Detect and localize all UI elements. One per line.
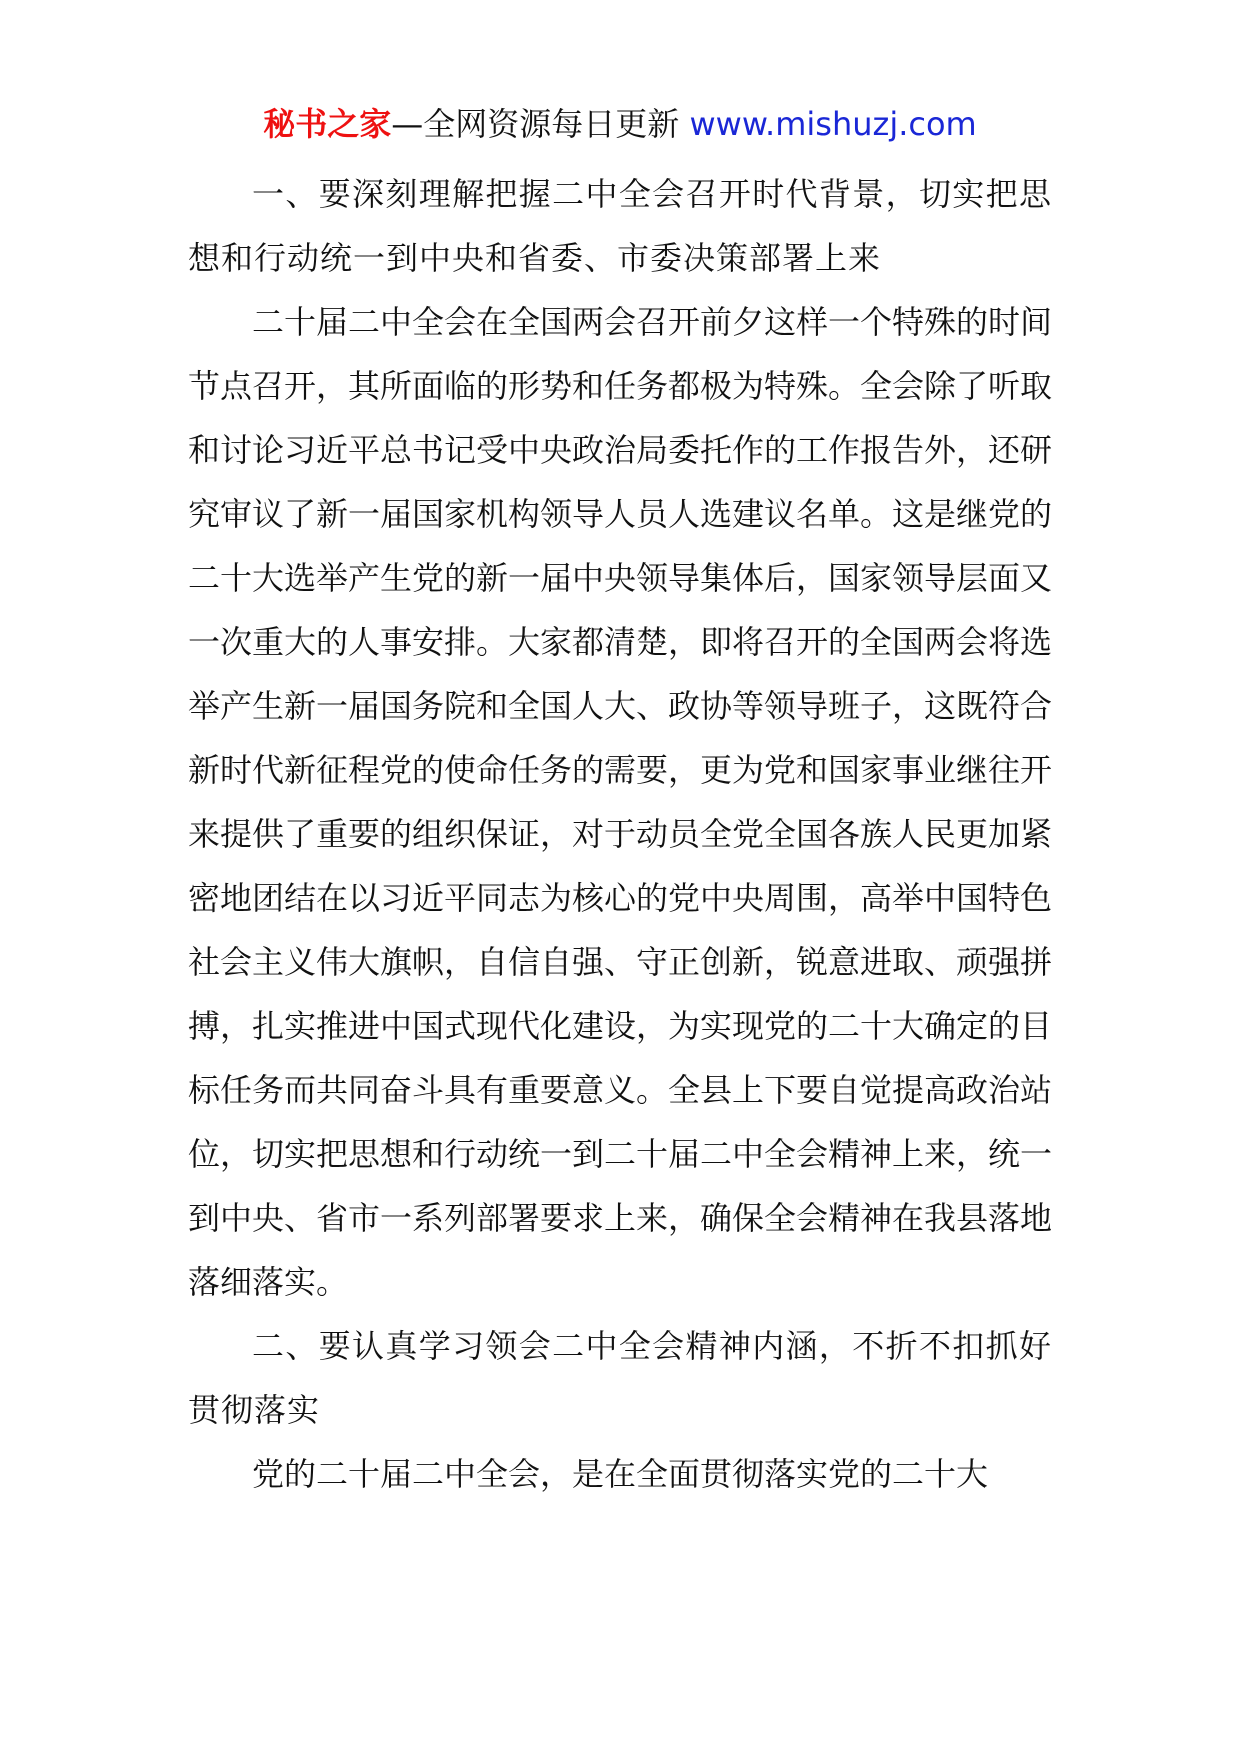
section-heading-1: 一、要深刻理解把握二中全会召开时代背景，切实把思想和行动统一到中央和省委、市委决策部署上来 (188, 175, 1052, 277)
body-paragraph-2: 党的二十届二中全会，是在全面贯彻落实党的二十大 (252, 1455, 989, 1493)
section-heading-2: 二、要认真学习领会二中全会精神内涵，不折不扣抓好贯彻落实 (188, 1327, 1052, 1429)
watermark-header (0, 98, 1240, 150)
document-body (188, 162, 1052, 1506)
brand-name: 秘书之家 (263, 105, 392, 143)
site-url-link[interactable]: www.mishuzj.com (689, 105, 977, 143)
body-paragraph-1: 二十届二中全会在全国两会召开前夕这样一个特殊的时间节点召开，其所面临的形势和任务都极为特殊。全会除了听取和讨论习近平总书记受中央政治局委托作的工作报告外，还研究审议了新一届国家机构领导人员人选建议名单。这是继党的二十大选举产生党的新一届中央领导集体后，国家领导层面又一次重大的人事安排。大家都清楚，即将召开的全国两会将选举产生新一届国务院和全国人大、政协等领导班子，这既符合新时代新征程党的使命任务的需要，更为党和国家事业继往开来提供了重要的组织保证，对于动员全党全国各族人民更加紧密地团结在以习近平同志为核心的党中央周围，高举中国特色社会主义伟大旗帜，自信自强、守正创新，锐意进取、顽强拼搏，扎实推进中国式现代化建设，为实现党的二十大确定的目标任务而共同奋斗具有重要意义。全县上下要自觉提高政治站位，切实把思想和行动统一到二十届二中全会精神上来，统一到中央、省市一系列部署要求上来，确保全会精神在我县落地落细落实。 (188, 303, 1053, 1301)
header-tagline: —全网资源每日更新 (391, 105, 690, 143)
